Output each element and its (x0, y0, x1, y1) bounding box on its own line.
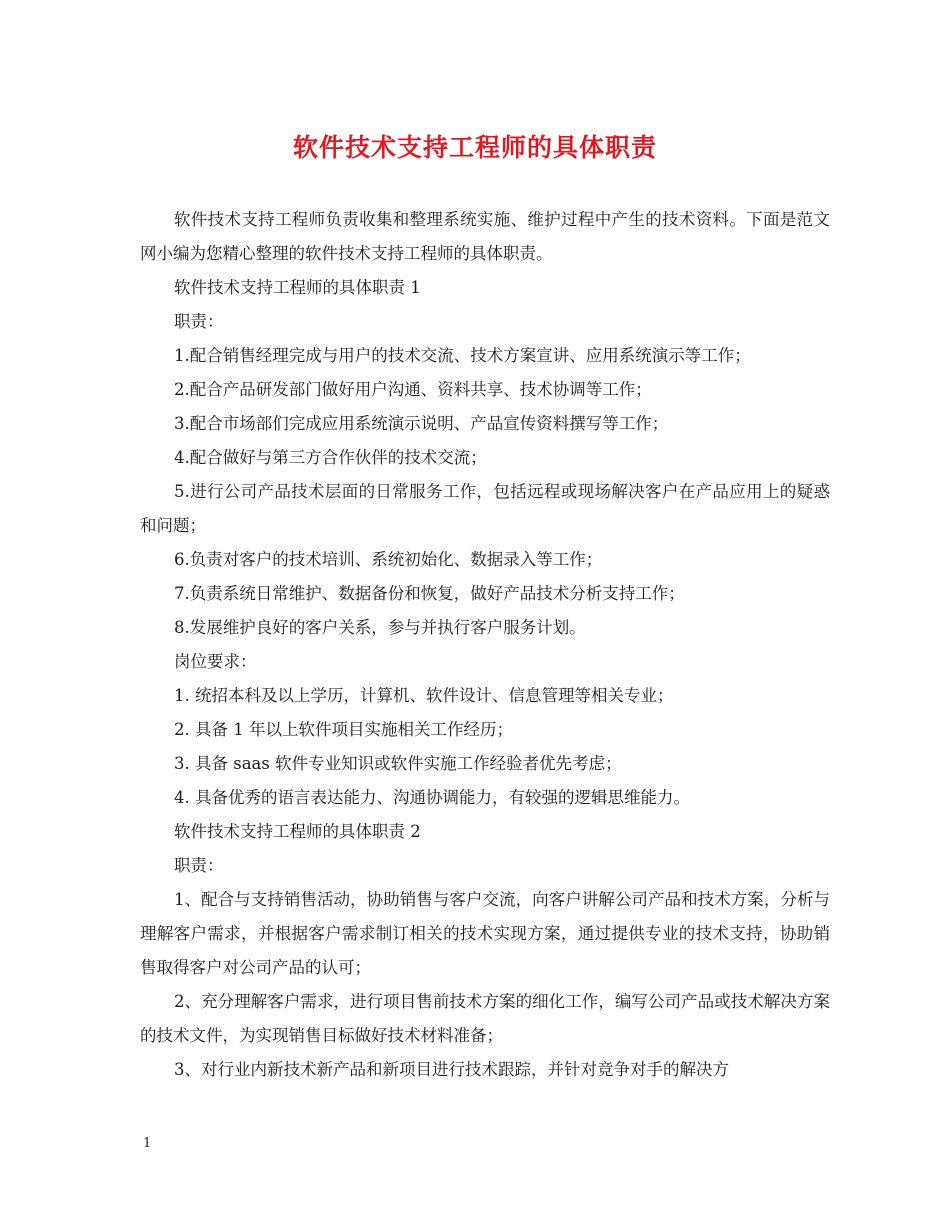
list-item: 1. 统招本科及以上学历，计算机、软件设计、信息管理等相关专业； (174, 686, 674, 705)
list-item: 8.发展维护良好的客户关系，参与并执行客户服务计划。 (174, 618, 586, 637)
list-item: 7.负责系统日常维护、数据备份和恢复，做好产品技术分析支持工作； (174, 584, 685, 603)
page-number: 1 (143, 1136, 152, 1151)
list-item: 6.负责对客户的技术培训、系统初始化、数据录入等工作； (174, 550, 603, 569)
list-item: 1.配合销售经理完成与用户的技术交流、技术方案宣讲、应用系统演示等工作； (174, 346, 751, 365)
list-item: 3、对行业内新技术新产品和新项目进行技术跟踪，并针对竞争对手的解决方 (174, 1060, 729, 1079)
list-item: 1、配合与支持销售活动，协助销售与客户交流，向客户讲解公司产品和技术方案，分析与理解客户需求，并根据客户需求制订相关的技术实现方案，通过提供专业的技术支持，协助销售取得客户对公司产品的认可； (140, 890, 830, 977)
list-item: 2. 具备 1 年以上软件项目实施相关工作经历； (174, 720, 513, 739)
list-item: 3. 具备 saas 软件专业知识或软件实施工作经验者优先考虑； (174, 754, 622, 773)
section-heading: 软件技术支持工程师的具体职责 2 (174, 822, 421, 841)
section-heading: 软件技术支持工程师的具体职责 1 (174, 278, 421, 297)
list-item: 3.配合市场部们完成应用系统演示说明、产品宣传资料撰写等工作； (174, 414, 669, 433)
list-item: 2、充分理解客户需求，进行项目售前技术方案的细化工作，编写公司产品或技术解决方案的技术文件，为实现销售目标做好技术材料准备； (140, 992, 830, 1045)
document-body (140, 203, 830, 1087)
document-title: 软件技术支持工程师的具体职责 (292, 133, 657, 162)
list-item: 4.配合做好与第三方合作伙伴的技术交流； (174, 448, 487, 467)
paragraph: 职责： (174, 856, 224, 875)
paragraph: 软件技术支持工程师负责收集和整理系统实施、维护过程中产生的技术资料。下面是范文网小编为您精心整理的软件技术支持工程师的具体职责。 (140, 210, 830, 263)
paragraph: 岗位要求： (174, 652, 257, 671)
list-item: 4. 具备优秀的语言表达能力、沟通协调能力，有较强的逻辑思维能力。 (174, 788, 690, 807)
list-item: 2.配合产品研发部门做好用户沟通、资料共享、技术协调等工作； (174, 380, 652, 399)
list-item: 5.进行公司产品技术层面的日常服务工作，包括远程或现场解决客户在产品应用上的疑惑和问题； (140, 482, 830, 535)
paragraph: 职责： (174, 312, 224, 331)
